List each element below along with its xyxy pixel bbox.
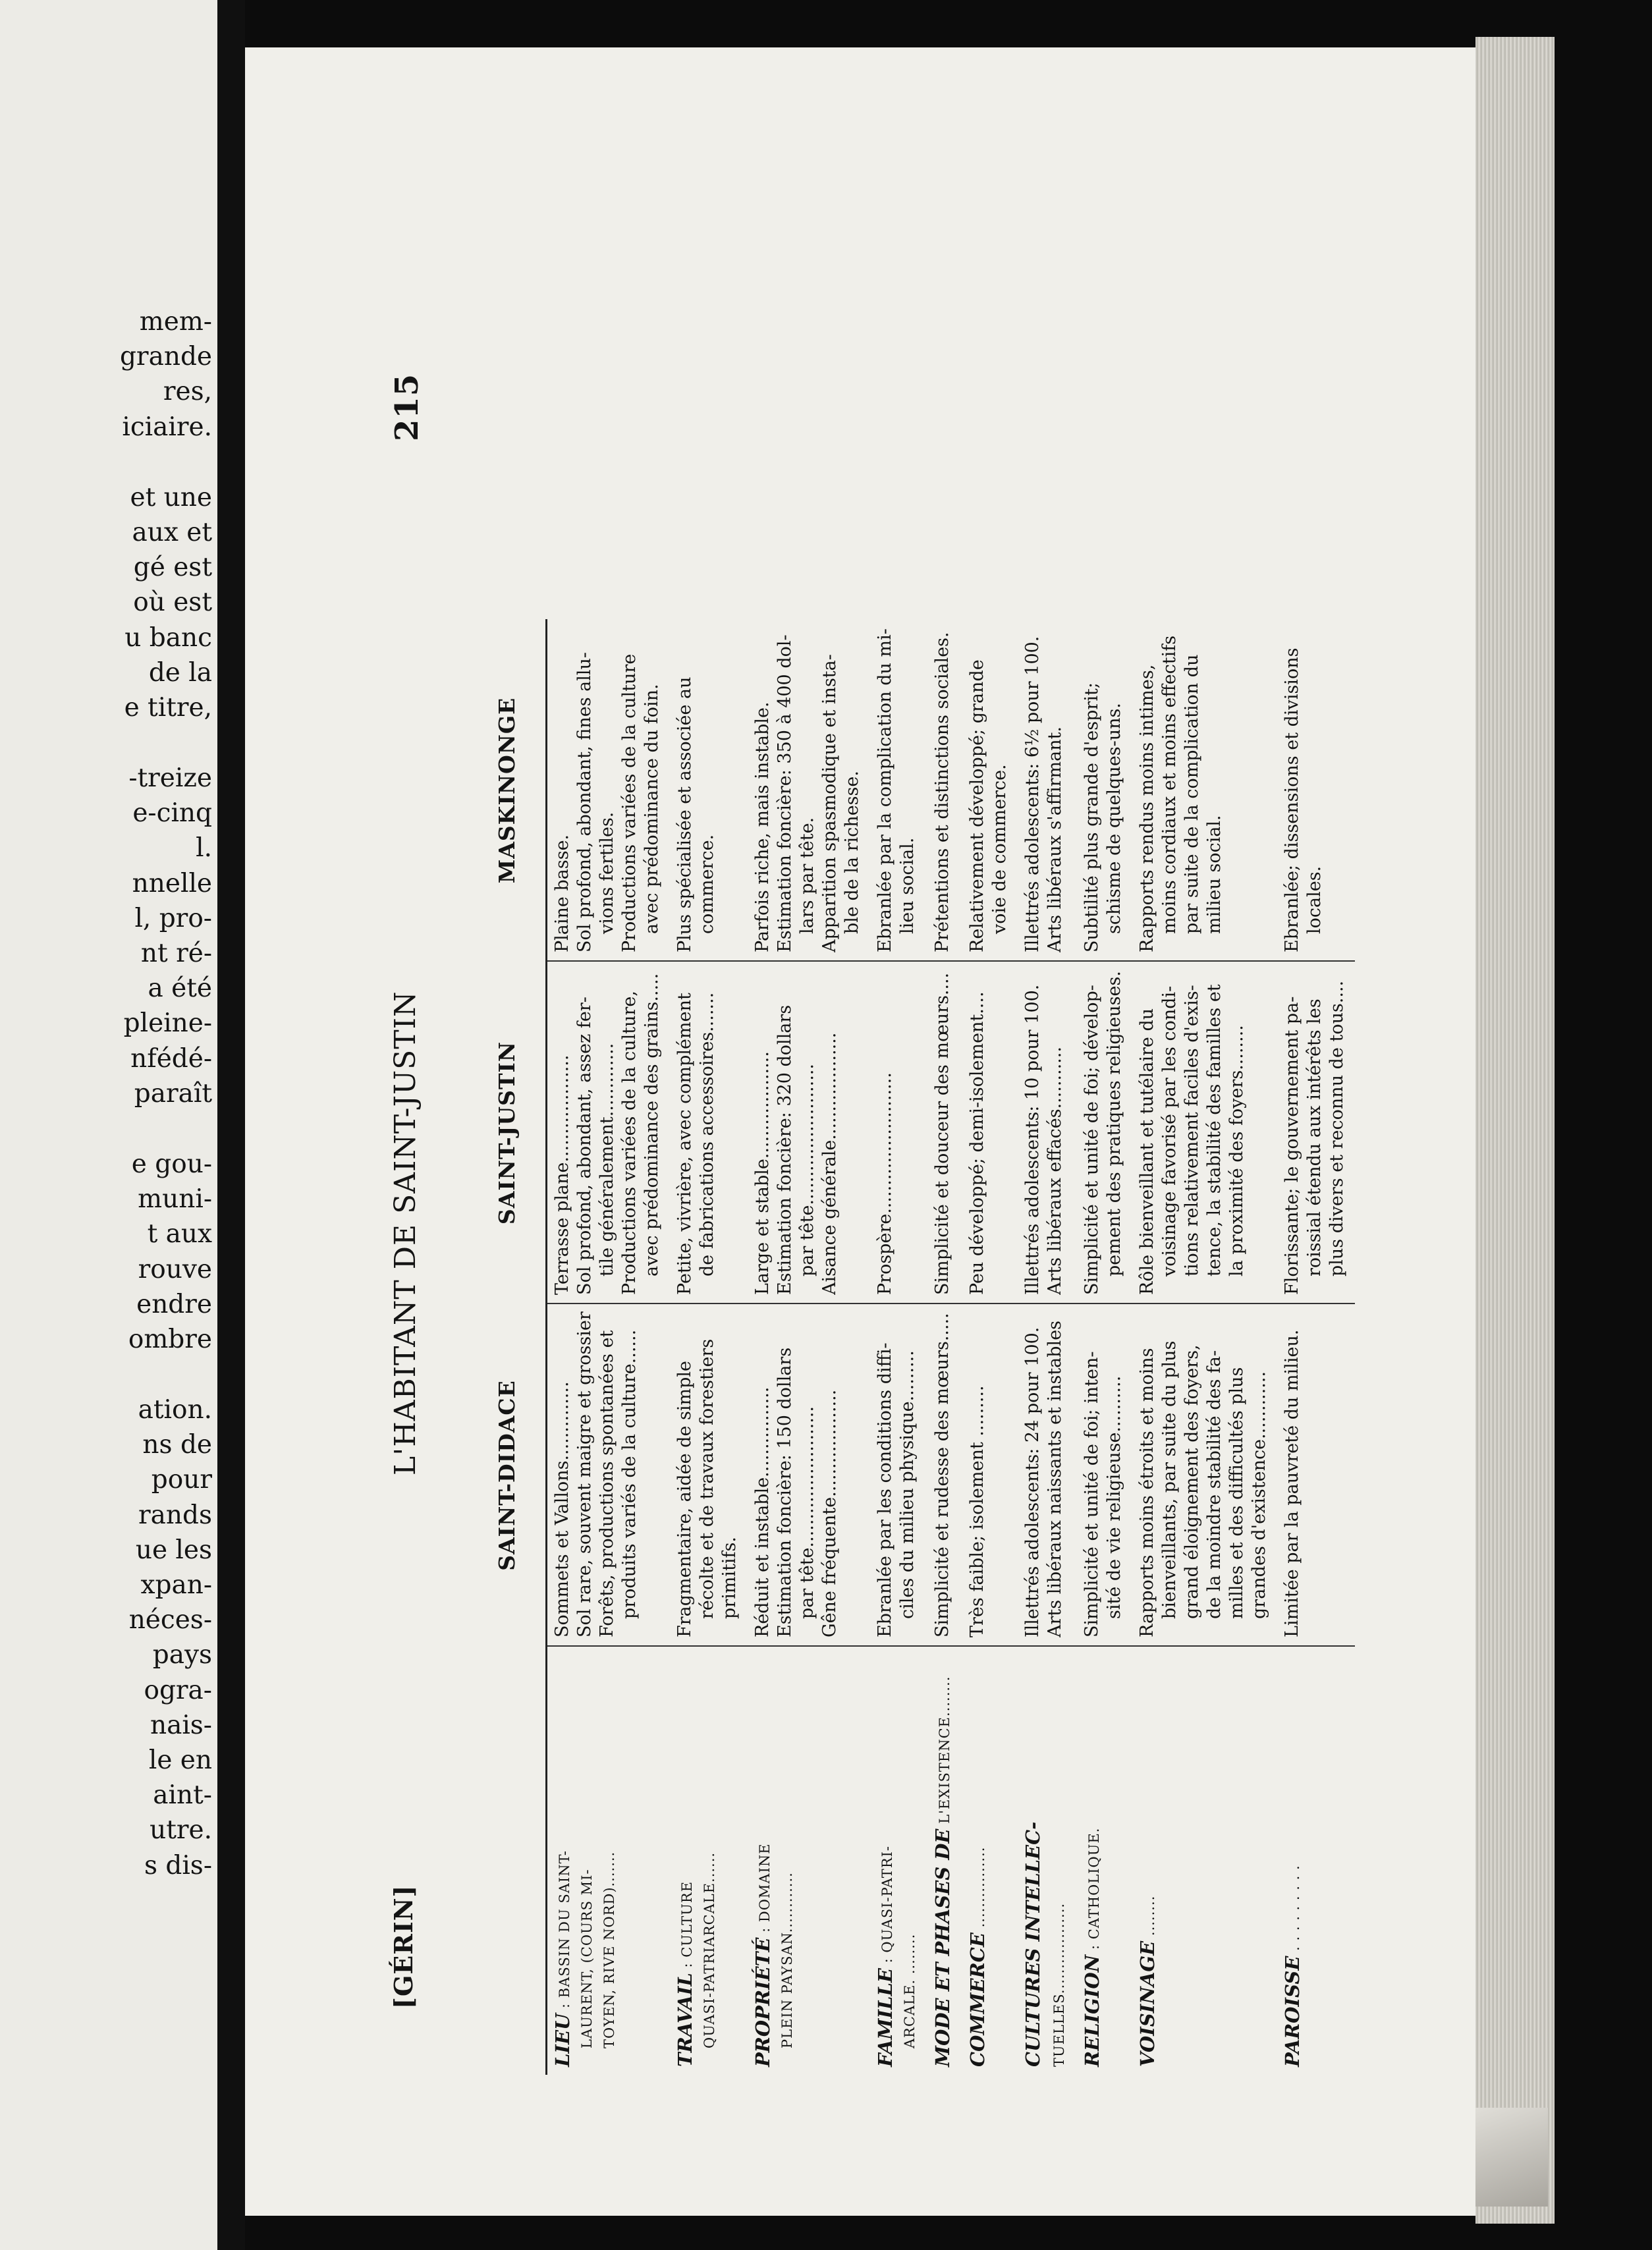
cell-line: produits variés de la culture...... xyxy=(619,1329,640,1619)
cell-line: voisinage favorisé par les condi- xyxy=(1159,985,1180,1276)
table-cell xyxy=(748,962,870,1304)
cell-line: Estimation foncière: 320 dollars xyxy=(775,1004,795,1295)
left-page-line: et une xyxy=(130,482,212,512)
column-header-saint-didace: SAINT-DIDACE xyxy=(468,1304,547,1647)
left-page-line: e gou- xyxy=(131,1149,212,1179)
left-page-line: iciaire. xyxy=(122,412,212,442)
row-label-sub: PLEIN PAYSAN............ xyxy=(779,1872,795,2048)
cell-line: par tête......................... xyxy=(797,1406,817,1619)
cell-line: Très faible; isolement ......... xyxy=(967,1385,987,1637)
cell-line: Gêne fréquente................... xyxy=(819,1389,840,1637)
cell-line: sité de vie religieuse.......... xyxy=(1104,1375,1124,1619)
cell-line: Fragmentaire, aidée de simple xyxy=(675,1360,695,1637)
left-page-line: grande xyxy=(119,342,212,372)
cell-line: la proximité des foyers........ xyxy=(1226,1025,1247,1276)
table-cell xyxy=(670,619,748,962)
cell-line: Productions variées de la culture, xyxy=(619,991,640,1295)
cell-line: Parfois riche, mais instable. xyxy=(752,701,773,952)
cell-line: Simplicité et unité de foi; inten- xyxy=(1082,1351,1102,1637)
table-cell xyxy=(1132,962,1277,1304)
row-label-sub: ................ xyxy=(972,1846,987,1933)
cell-line: Ebranlée par les conditions diffi- xyxy=(875,1342,895,1637)
table-cell xyxy=(670,962,748,1304)
cell-line: Limitée par la pauvreté du milieu. xyxy=(1282,1329,1302,1637)
row-label-sub: : CATHOLIQUE. xyxy=(1086,1827,1102,1955)
cell-line: Sol rare, souvent maigre et grossier xyxy=(574,1311,595,1637)
row-label-sub: . . . . . . . . . xyxy=(1286,1865,1302,1956)
cell-line: plus divers et reconnu de tous.... xyxy=(1327,980,1347,1276)
cell-line: ciles du milieu physique......... xyxy=(897,1350,918,1619)
cell-line: Rapports rendus moins intimes, xyxy=(1137,664,1157,952)
table-cell xyxy=(547,1304,670,1647)
table-cell xyxy=(1018,1304,1077,1647)
left-page-line: s dis- xyxy=(144,1850,212,1880)
book-gutter xyxy=(217,0,245,2250)
left-page-line: rands xyxy=(138,1500,212,1530)
cell-line: lars par tête. xyxy=(797,817,817,934)
column-header-maskinonge: MASKINONGE xyxy=(468,619,547,962)
cell-line: milles et des difficultés plus xyxy=(1226,1367,1247,1619)
cell-line: tence, la stabilité des familles et xyxy=(1204,984,1225,1276)
cell-line: pement des pratiques religieuses. xyxy=(1104,971,1124,1276)
table-cell xyxy=(962,962,1018,1304)
row-label-sub: L'EXISTENCE........ xyxy=(937,1676,952,1829)
cell-line: récolte et de travaux forestiers xyxy=(697,1338,717,1619)
left-page-line: xpan- xyxy=(140,1570,212,1600)
left-page-line: endre xyxy=(136,1289,212,1319)
cell-line: Ebranlée par la complication du mi- xyxy=(875,628,895,952)
table-cell xyxy=(870,619,927,962)
cell-line: Subtilité plus grande d'esprit; xyxy=(1082,682,1102,952)
left-page-line: néces- xyxy=(128,1605,212,1635)
cell-line: par suite de la complication du xyxy=(1182,654,1202,934)
left-page-line: t aux xyxy=(147,1219,212,1249)
left-page-line: ue les xyxy=(135,1535,212,1565)
comparison-table xyxy=(468,270,1370,2101)
page-edges xyxy=(1475,37,1555,2224)
page-corner xyxy=(1475,2108,1548,2207)
cell-line: ble de la richesse. xyxy=(842,771,862,934)
cell-line: Réduit et instable................ xyxy=(752,1386,773,1637)
left-page-line: ation. xyxy=(138,1395,212,1425)
cell-line: grand éloignement des foyers, xyxy=(1182,1344,1202,1619)
left-page-line: u banc xyxy=(124,622,212,653)
left-page-line: ogra- xyxy=(144,1675,212,1705)
cell-line: Productions variées de la culture xyxy=(619,653,640,952)
row-label-title: LIEU xyxy=(551,2013,574,2067)
cell-line: Simplicité et rudesse des mœurs..... xyxy=(932,1313,952,1637)
left-page-line: aint- xyxy=(153,1780,212,1811)
left-page-line: pays xyxy=(152,1640,212,1670)
left-page-line: -treize xyxy=(128,763,212,794)
row-label-sub: ARCALE. ........ xyxy=(902,1933,918,2048)
row-label xyxy=(670,1647,748,2075)
cell-line: Terrasse plane................... xyxy=(552,1055,572,1295)
left-page-line: nt ré- xyxy=(140,939,212,968)
row-label-title: TRAVAIL xyxy=(674,1973,696,2067)
row-label xyxy=(962,1647,1018,2075)
row-label xyxy=(1277,1647,1355,2075)
row-label-title: PAROISSE xyxy=(1281,1956,1304,2067)
cell-line: Apparition spasmodique et insta- xyxy=(819,654,840,952)
left-page-line: l. xyxy=(196,833,212,864)
row-label-title: VOISINAGE xyxy=(1136,1940,1159,2067)
cell-line: locales. xyxy=(1304,865,1325,934)
cell-line: Arts libéraux effacés........... xyxy=(1045,1046,1065,1295)
left-page-line: e-cinq xyxy=(132,798,212,829)
page-title: L'HABITANT DE SAINT-JUSTIN xyxy=(389,991,422,1475)
cell-line: Relativement développé; grande xyxy=(967,659,987,952)
table-cell xyxy=(1277,619,1355,962)
left-page-line: res, xyxy=(163,377,212,407)
cell-line: Simplicité et unité de foi; dévelop- xyxy=(1082,985,1102,1295)
cell-line: commerce. xyxy=(697,834,717,934)
cell-line: bienveillants, par suite du plus xyxy=(1159,1340,1180,1619)
cell-line: avec prédominance du foin. xyxy=(642,684,662,934)
row-label-sub: LAURENT, (COURS MI- xyxy=(579,1869,595,2048)
cell-line: primitifs. xyxy=(719,1537,740,1619)
cell-line: par tête......................... xyxy=(797,1063,817,1276)
cell-line: Petite, vivrière, avec complément xyxy=(675,993,695,1295)
cell-line: Illettrés adolescents: 6½ pour 100. xyxy=(1022,636,1043,952)
row-label xyxy=(1132,1647,1277,2075)
left-page-line: utre. xyxy=(150,1815,212,1846)
page-number: 215 xyxy=(389,373,426,441)
cell-line: de la moindre stabilité des fa- xyxy=(1204,1350,1225,1619)
left-page-line: e titre, xyxy=(124,692,212,723)
cell-line: vions fertiles. xyxy=(597,811,617,934)
cell-line: milieu social. xyxy=(1204,815,1225,934)
table-cell xyxy=(1077,962,1132,1304)
cell-line: grandes d'existence............ xyxy=(1249,1371,1269,1619)
left-page-line: rouve xyxy=(138,1254,212,1284)
row-label-sub: : DOMAINE xyxy=(757,1843,773,1938)
column-header-empty xyxy=(468,1647,547,2075)
cell-line: Arts libéraux s'affirmant. xyxy=(1045,726,1065,952)
row-label-title: RELIGION xyxy=(1081,1954,1103,2067)
left-page-line: où est xyxy=(133,588,212,618)
row-label xyxy=(1077,1647,1132,2075)
cell-line: Sol profond, abondant, fines allu- xyxy=(574,651,595,952)
left-page-line: de la xyxy=(148,657,212,688)
left-page-line: mem- xyxy=(139,307,212,337)
table-cell xyxy=(1018,962,1077,1304)
left-page-line: le en xyxy=(148,1745,212,1775)
left-page-text xyxy=(0,304,212,1883)
table-cell xyxy=(927,1304,962,1647)
table-cell xyxy=(962,619,1018,962)
cell-line: Sommets et Vallons.............. xyxy=(552,1381,572,1637)
cell-line: Florissante; le gouvernement pa- xyxy=(1282,996,1302,1295)
row-label-sub: TUELLES.................. xyxy=(1051,1902,1067,2067)
left-page-line: muni- xyxy=(138,1184,212,1215)
table-cell xyxy=(927,962,962,1304)
cell-line: lieu social. xyxy=(897,837,918,934)
cell-line: Peu développé; demi-isolement.... xyxy=(967,991,987,1295)
left-page-line: l, pro- xyxy=(134,903,212,933)
cell-line: Arts libéraux naissants et instables xyxy=(1045,1320,1065,1637)
row-label xyxy=(748,1647,870,2075)
row-label-title: MODE ET PHASES DE xyxy=(931,1828,954,2067)
table-cell xyxy=(1277,962,1355,1304)
row-label-sub: : CULTURE xyxy=(679,1880,695,1973)
row-label xyxy=(547,1647,670,2075)
table-grid xyxy=(468,619,1355,2075)
row-label-sub: QUASI-PATRIARCALE...... xyxy=(702,1852,717,2048)
table-cell xyxy=(962,1304,1018,1647)
row-label-sub: : QUASI-PATRI- xyxy=(879,1845,895,1969)
cell-line: Aisance générale................... xyxy=(819,1032,840,1295)
cell-line: Estimation foncière: 150 dollars xyxy=(775,1347,795,1637)
left-page-line: ombre xyxy=(128,1324,212,1354)
cell-line: Illettrés adolescents: 10 pour 100. xyxy=(1022,984,1043,1295)
table-cell xyxy=(870,962,927,1304)
cell-line: Estimation foncière: 350 à 400 dol- xyxy=(775,634,795,952)
row-label-title: FAMILLE xyxy=(874,1968,896,2067)
left-page-line: pour xyxy=(151,1465,212,1495)
cell-line: voie de commerce. xyxy=(989,764,1010,934)
row-label xyxy=(927,1647,962,2075)
cell-line: Prospère......................... xyxy=(875,1072,895,1295)
cell-line: de fabrications accessoires....... xyxy=(697,992,717,1276)
table-cell xyxy=(547,619,670,962)
cell-line: Rapports moins étroits et moins xyxy=(1137,1348,1157,1637)
cell-line: tions relativement faciles d'exis- xyxy=(1182,985,1202,1276)
rotated-page-content xyxy=(369,270,1370,2101)
left-page-line: nais- xyxy=(150,1710,212,1740)
row-label-title: COMMERCE xyxy=(966,1933,989,2067)
cell-line: avec prédominance des grains..... xyxy=(642,973,662,1276)
cell-line: Ebranlée; dissensions et divisions xyxy=(1282,647,1302,952)
cell-line: Plaine basse. xyxy=(552,834,572,952)
table-cell xyxy=(1132,1304,1277,1647)
table-cell xyxy=(1277,1304,1355,1647)
table-cell xyxy=(1077,1304,1132,1647)
left-page-line: nfédé- xyxy=(130,1043,212,1074)
running-header xyxy=(389,270,435,2101)
left-page-line: a été xyxy=(148,974,212,1004)
cell-line: Plus spécialisée et associée au xyxy=(675,676,695,952)
column-header-saint-justin: SAINT-JUSTIN xyxy=(468,962,547,1304)
table-cell xyxy=(748,1304,870,1647)
row-label xyxy=(870,1647,927,2075)
cell-line: Sol profond, abondant, assez fer- xyxy=(574,997,595,1295)
cell-line: Rôle bienveillant et tutélaire du xyxy=(1137,1008,1157,1295)
table-cell xyxy=(1077,619,1132,962)
left-page-line: gé est xyxy=(133,553,212,583)
cell-line: tile généralement............. xyxy=(597,1043,617,1276)
table-cell xyxy=(870,1304,927,1647)
left-page-line: ns de xyxy=(142,1430,212,1460)
left-page-line: aux et xyxy=(132,517,212,547)
row-label-title: PROPRIÉTÉ xyxy=(752,1937,774,2067)
cell-line: Forêts, productions spontanées et xyxy=(597,1330,617,1637)
table-cell xyxy=(748,619,870,962)
cell-line: Prétentions et distinctions sociales. xyxy=(932,632,952,952)
left-page xyxy=(0,0,217,2250)
row-label-sub: : BASSIN DU SAINT- xyxy=(557,1850,572,2014)
left-page-line: paraît xyxy=(134,1078,212,1109)
row-label-title: CULTURES INTELLEC- xyxy=(1022,1821,1044,2067)
table-cell xyxy=(547,962,670,1304)
table-cell xyxy=(927,619,962,962)
cell-line: Large et stable................... xyxy=(752,1051,773,1295)
cell-line: moins cordiaux et moins effectifs xyxy=(1159,635,1180,934)
left-page-line: pleine- xyxy=(123,1008,212,1039)
row-label-sub: TOYEN, RIVE NORD)....... xyxy=(601,1851,617,2048)
cell-line: Illettrés adolescents: 24 pour 100. xyxy=(1022,1327,1043,1637)
row-label-sub: ........ xyxy=(1142,1895,1157,1941)
table-cell xyxy=(1132,619,1277,962)
cell-line: roissial étendu aux intérêts les xyxy=(1304,999,1325,1276)
table-cell xyxy=(1018,619,1077,962)
left-page-line: nnelle xyxy=(132,868,212,898)
cell-line: schisme de quelques-uns. xyxy=(1104,703,1124,934)
author-tag: [GÉRIN] xyxy=(389,1884,418,2009)
row-label xyxy=(1018,1647,1077,2075)
cell-line: Simplicité et douceur des mœurs.... xyxy=(932,972,952,1295)
table-cell xyxy=(670,1304,748,1647)
